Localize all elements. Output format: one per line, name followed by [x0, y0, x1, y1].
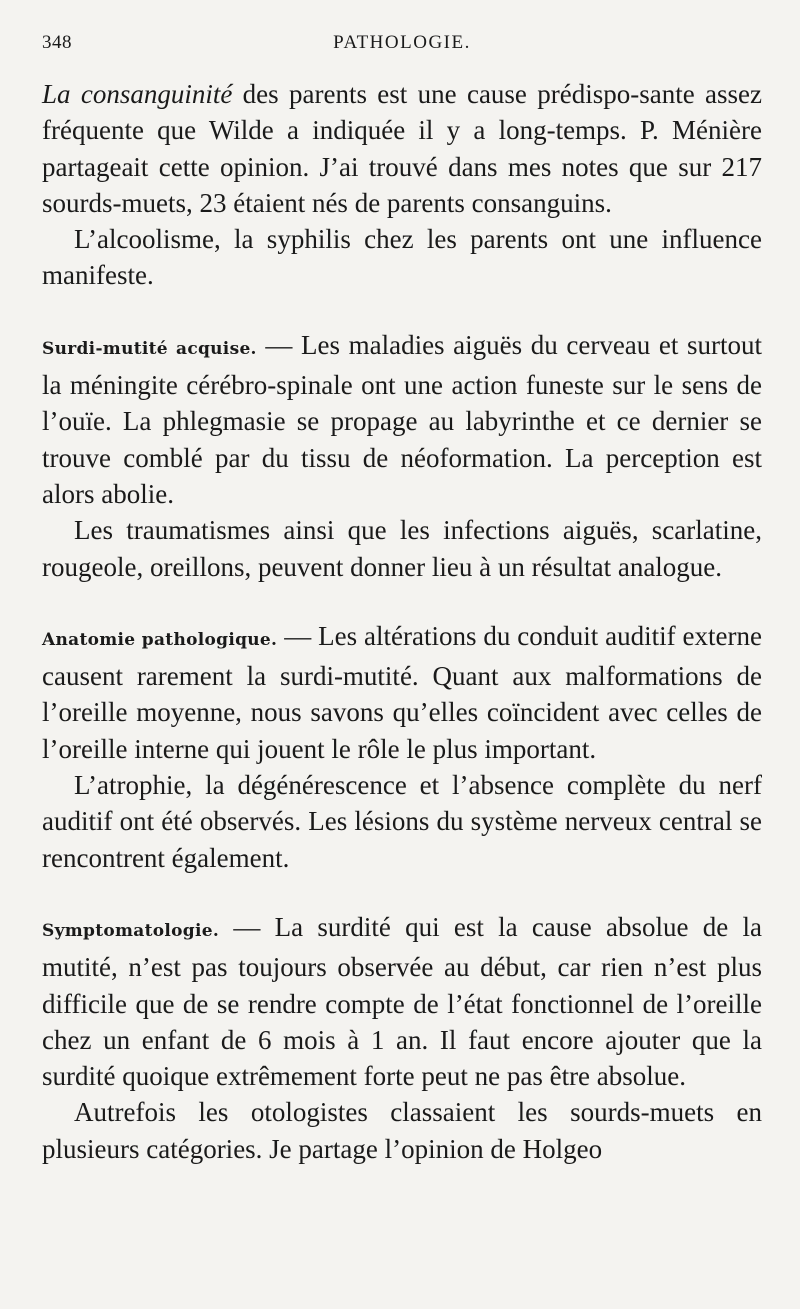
heading-dash: — [277, 620, 319, 651]
paragraph-text: Les altérations du conduit auditif externe causent rarement la surdi-mutité. Quant aux malformations de l’oreille moyenne, nous savons qu’elles coïncident avec celles de l’oreille interne qui jouent le rôle le plus important. [42, 620, 763, 764]
section-gap [42, 585, 762, 618]
section-heading: Symptomatologie. [42, 920, 220, 941]
paragraph-categories: Autrefois les otologistes classaient les sourds-muets en plusieurs catégories. Je partage l’opinion de Holgeo [42, 1097, 762, 1164]
paragraph-atrophy: L’atrophie, la dégénérescence et l’absence complète du nerf auditif ont été observés. Les lésions du système nerveux central se rencontrent également. [42, 770, 762, 873]
section-gap [42, 294, 762, 327]
running-title: PATHOLOGIE. [333, 32, 471, 53]
section-gap [42, 876, 762, 909]
paragraph-text: des parents est une cause prédispo-sante assez fréquente que Wilde a indiquée il y a long-temps. P. Ménière partageait cette opinion. J’ai trouvé dans mes notes que sur 217 sourds-muets, 23 étaient nés de parents consanguins. [42, 79, 763, 218]
heading-dash: — [256, 329, 301, 360]
paragraph-text: La surdité qui est la cause absolue de la mutité, n’est pas toujours observée au début, car rien n’est plus difficile que de se rendre compte de l’état fonctionnel de l’oreille chez un enfant de 6 mois à 1 an. Il faut encore ajouter que la surdité quoique extrêmement forte peut ne pas être absolue. [42, 911, 762, 1092]
running-head [42, 32, 762, 76]
paragraph-alcoholism: L’alcoolisme, la syphilis chez les parents ont une influence manifeste. [42, 224, 762, 291]
section-symptomatology [42, 909, 762, 1094]
body-text [42, 76, 762, 1167]
paragraph-traumatisms: Les traumatismes ainsi que les infections aiguës, scarlatine, rougeole, oreillons, peuvent donner lieu à un résultat analogue. [42, 515, 762, 582]
section-pathological-anatomy [42, 618, 762, 767]
section-acquired-deaf-mutism [42, 327, 762, 512]
italic-term: La consanguinité [42, 79, 233, 109]
heading-dash: — [219, 911, 275, 942]
section-heading: Anatomie pathologique. [42, 629, 278, 650]
paragraph-text: Les maladies aiguës du cerveau et surtout la méningite cérébro-spinale ont une action funeste sur le sens de l’ouïe. La phlegmasie se propage au labyrinthe et ce dernier se trouve comblé par du tissu de néoformation. La perception est alors abolie. [42, 329, 762, 509]
section-heading: Surdi-mutité acquise. [42, 338, 257, 359]
paragraph-consanguinity [42, 76, 762, 221]
page-number: 348 [42, 32, 72, 53]
